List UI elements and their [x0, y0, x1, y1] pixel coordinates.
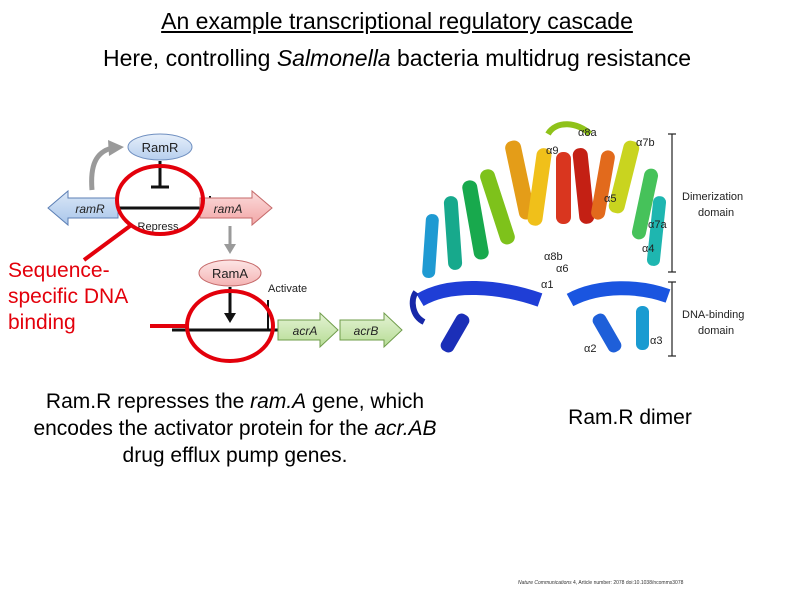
ramR-protein-label: RamR — [141, 140, 179, 155]
label-a5: α5 — [604, 193, 617, 205]
annotation-line-3: binding — [8, 311, 76, 334]
label-a2: α2 — [584, 343, 597, 355]
caption-right: Ram.R dimer — [568, 406, 692, 429]
ramR-dimer-structure — [413, 124, 745, 356]
label-a4: α4 — [642, 243, 655, 255]
label-dnabinding-domain: domain — [698, 325, 735, 337]
label-a7b: α7b — [636, 137, 655, 149]
annotation-line-1: Sequence- — [8, 259, 110, 282]
label-a6: α6 — [556, 263, 569, 275]
label-dimerization-domain: domain — [698, 207, 735, 219]
acrB-gene-label: acrB — [353, 324, 379, 338]
label-a9: α9 — [546, 145, 559, 157]
slide-subtitle: Here, controlling Salmonella bacteria multidrug resistance — [102, 45, 692, 71]
label-dimerization: Dimerization — [682, 191, 744, 203]
sequence-specific-binding-annotation — [8, 258, 168, 336]
label-a7a: α7a — [648, 219, 667, 231]
label-a3: α3 — [650, 335, 663, 347]
label-a8b: α8b — [544, 251, 563, 263]
expression-arrowhead-ramA — [224, 244, 236, 254]
slide-title: An example transcriptional regulatory cascade — [161, 8, 633, 34]
helix-set — [413, 124, 668, 354]
acrA-gene-label: acrA — [292, 324, 318, 338]
ramA-protein-label: RamA — [211, 266, 249, 281]
label-dnabinding: DNA-binding — [682, 309, 745, 321]
caption-left: Ram.R represses the ram.A gene, which encodes the activator protein for the acr.AB drug efflux pump genes. — [33, 390, 437, 467]
label-a1: α1 — [541, 279, 554, 291]
ramR-gene-label: ramR — [75, 202, 105, 216]
annotation-pointer — [84, 226, 130, 260]
activate-label: Activate — [268, 283, 308, 295]
citation: Nature Communications 4, Article number: 2078 doi:10.1038/ncomms3078 — [518, 580, 684, 586]
activation-arrowhead — [224, 313, 236, 323]
annotation-line-2: specific DNA — [8, 285, 129, 308]
expression-arrowhead-ramR — [108, 140, 124, 156]
ramA-gene-label: ramA — [213, 202, 243, 216]
species-name: Salmonella — [276, 45, 391, 71]
repress-label: Repress — [137, 221, 179, 233]
label-a8a: α8a — [578, 127, 597, 139]
